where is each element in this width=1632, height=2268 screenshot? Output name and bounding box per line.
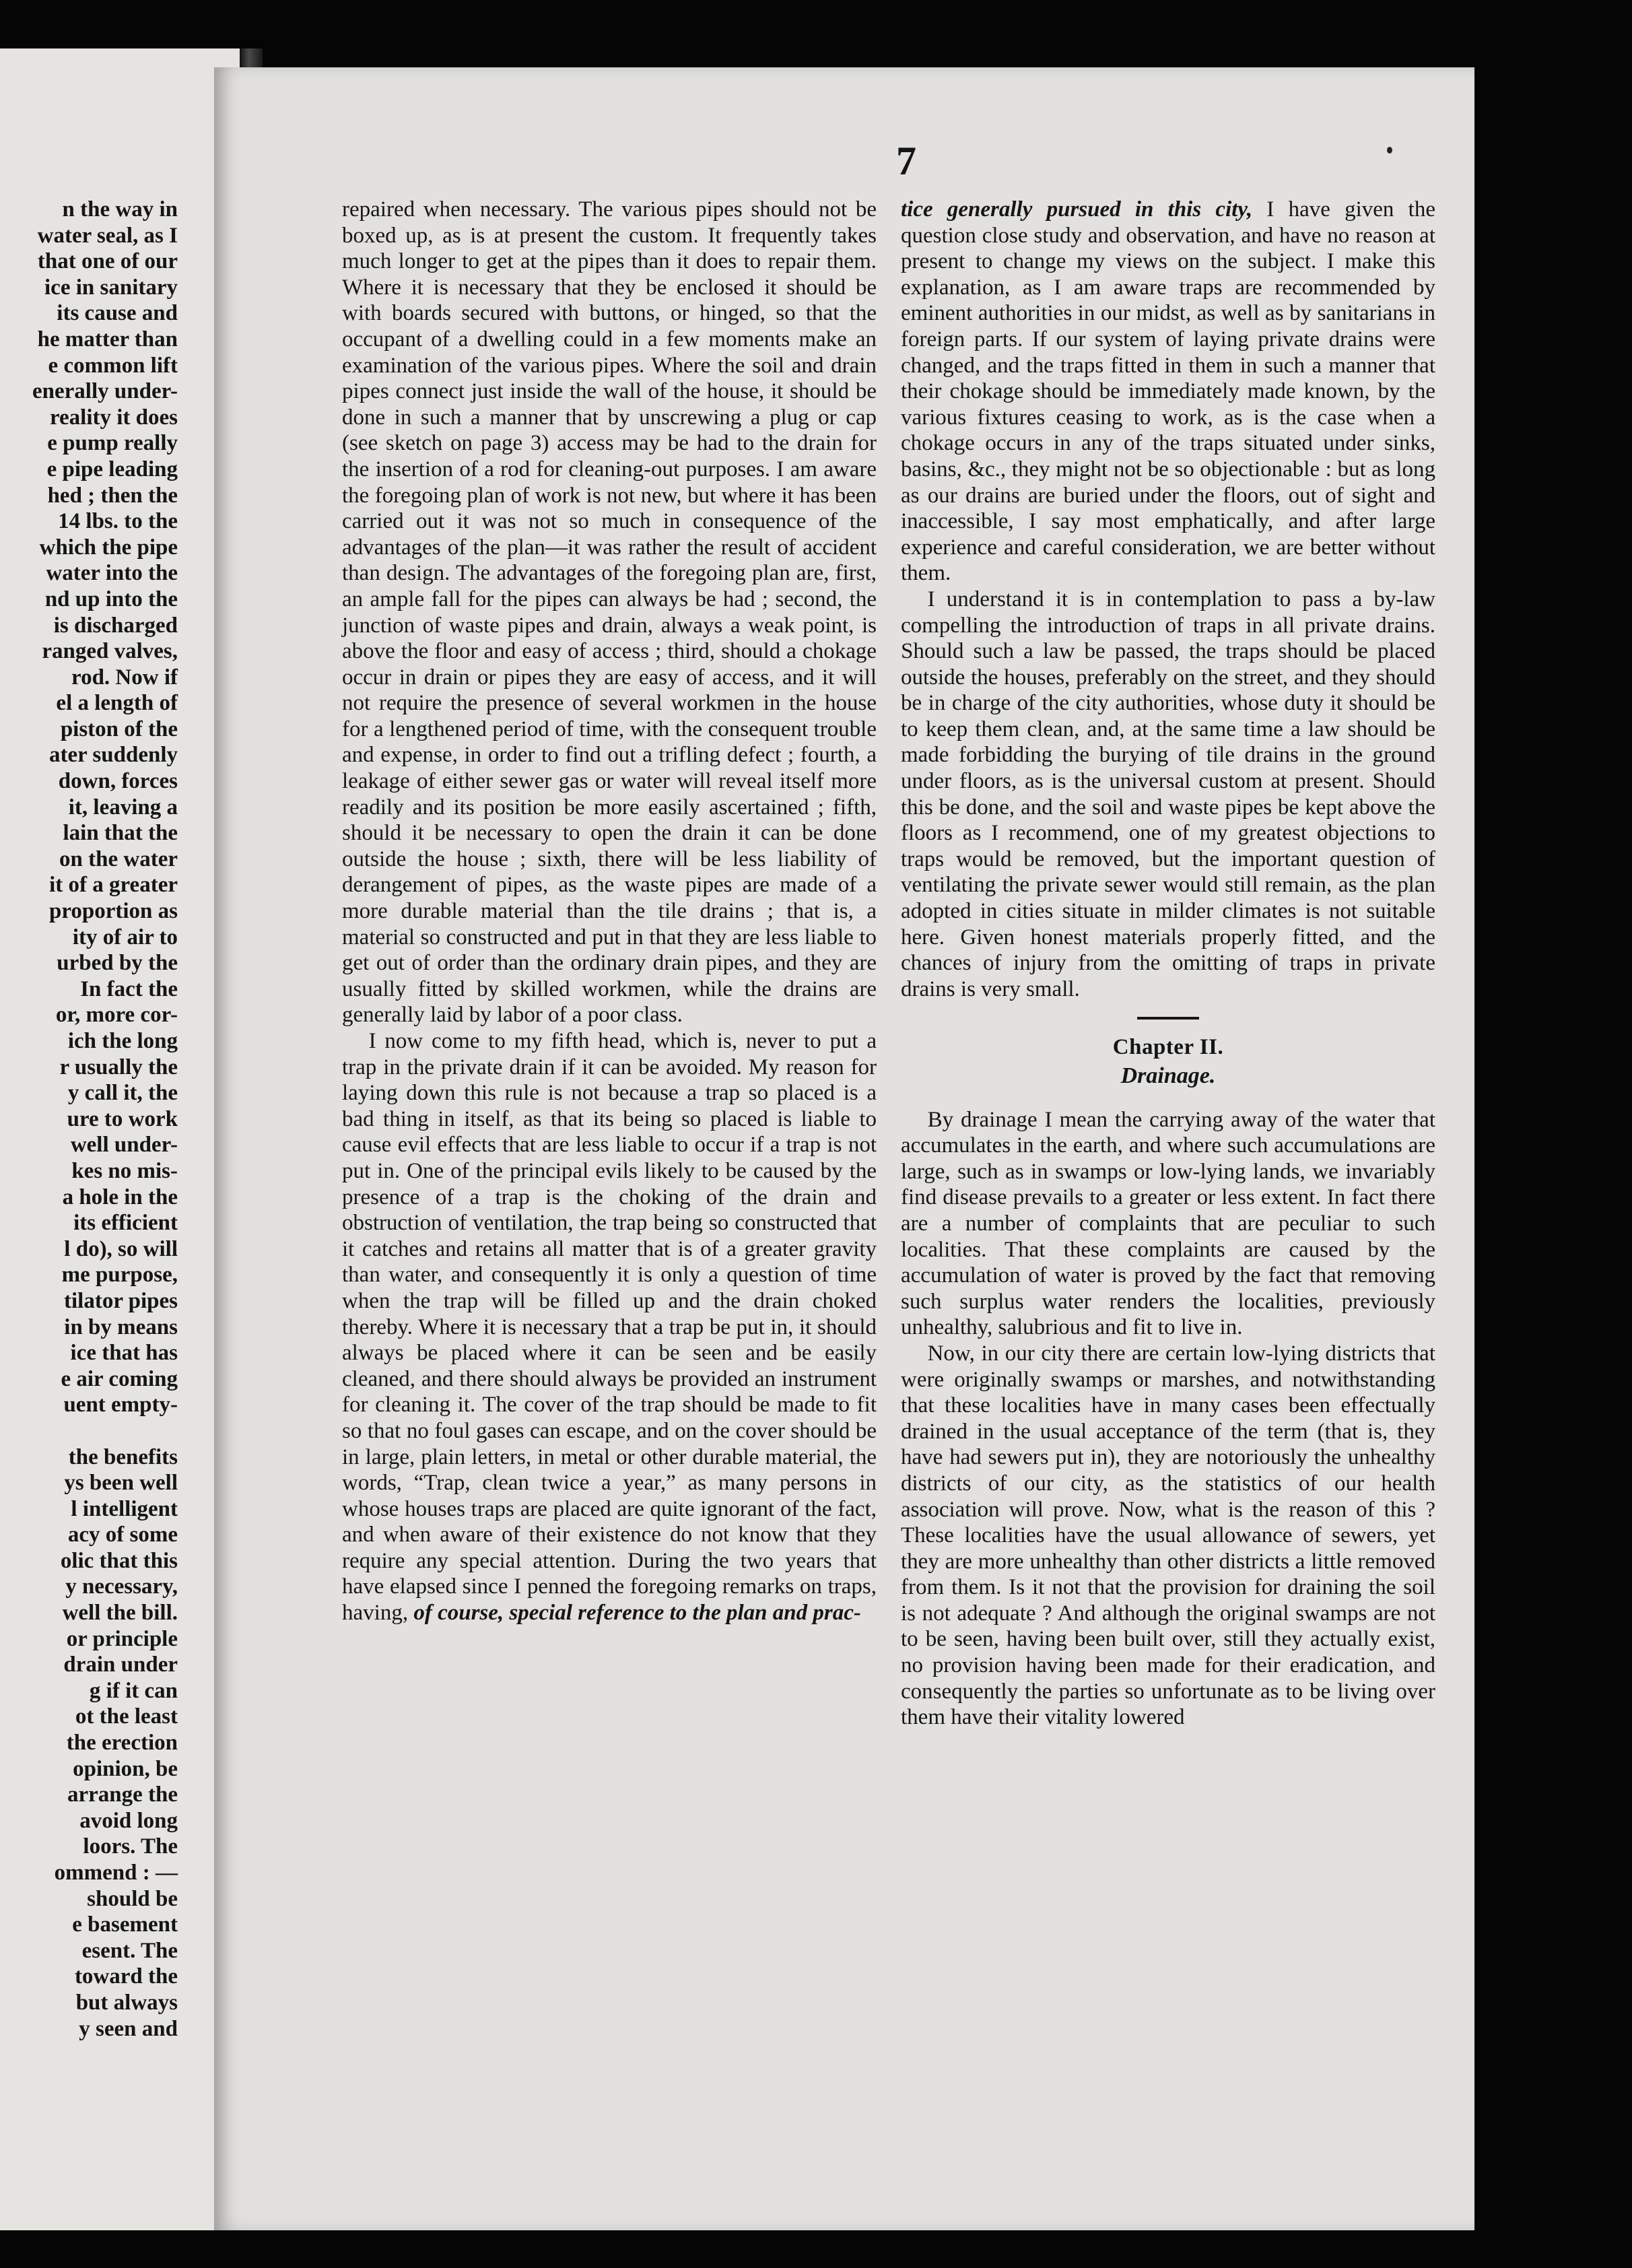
left-page-line: nd up into the bbox=[44, 587, 178, 611]
left-page-line: r usually the bbox=[59, 1055, 178, 1079]
left-page-line: loors. The bbox=[83, 1834, 178, 1859]
left-page-line: In fact the bbox=[80, 976, 178, 1001]
italic-phrase: tice generally pursued in this city, bbox=[901, 197, 1253, 222]
left-page-line: which the pipe bbox=[39, 535, 178, 560]
left-page-line: ice in sanitary bbox=[44, 275, 178, 300]
left-page-line: n the way in bbox=[62, 197, 178, 222]
left-page-line: e common lift bbox=[48, 353, 178, 378]
left-page-line: ity of air to bbox=[72, 925, 178, 949]
left-page-line: water seal, as I bbox=[37, 223, 178, 248]
left-page-line: urbed by the bbox=[57, 951, 178, 976]
left-page-line: in by means bbox=[64, 1314, 178, 1339]
left-page-line: on the water bbox=[59, 846, 178, 871]
left-page-line: 14 lbs. to the bbox=[58, 509, 178, 534]
chapter-title: Chapter II. bbox=[1112, 1035, 1224, 1060]
left-page-line: should be bbox=[87, 1886, 178, 1911]
left-page-line bbox=[32, 1418, 178, 1444]
left-page-line: the erection bbox=[66, 1731, 178, 1756]
left-page-line: ot the least bbox=[75, 1704, 178, 1729]
paragraph: I understand it is in contemplation to pass a by-law compelling the introduction of traps in all private drains. Should such a law be passed, the traps should be placed outside the houses, preferably on the street, and they should be in charge of the city authorities, whose duty it should be to keep them clean, and, at the same time a law should be made forbidding the burying of tile drains in the ground under floors, as is the universal custom at present. Should this be done, and the soil and waste pipes be kept above the floors as I recommend, one of my greatest objections to traps would be removed, but the important question of ventilating the private sewer would still remain, as the plan adopted in cities situate in milder climates is not suitable here. Given honest materials properly fitted, and the chances of injury from the omitting of traps in private drains is very small. bbox=[901, 587, 1435, 1001]
left-page-line: y necessary, bbox=[65, 1574, 178, 1599]
left-page-line: el a length of bbox=[56, 691, 178, 716]
left-page-line: or, more cor- bbox=[55, 1003, 178, 1028]
left-page-line: that one of our bbox=[37, 249, 178, 274]
left-page-line: it of a greater bbox=[49, 873, 178, 898]
left-page-line: l do), so will bbox=[64, 1236, 178, 1261]
left-page-line: toward the bbox=[74, 1964, 178, 1989]
left-page-line: the benefits bbox=[68, 1444, 178, 1469]
left-page-line: y seen and bbox=[79, 2016, 178, 2041]
left-page-line: uent empty- bbox=[63, 1393, 178, 1418]
paragraph: By drainage I mean the carrying away of the water that accumulates in the earth, and where such accumulations are large, such as in swamps or low-lying lands, we invariably find disease prevails to a greater or less extent. In fact there are a number of complaints that are peculiar to such localities. That these complaints are caused by the accumulation of water is proved by the fact that removing such surplus water renders the localities, previously unhealthy, salubrious and fit to live in. bbox=[901, 1107, 1435, 1340]
left-page-line: ranged valves, bbox=[42, 639, 178, 664]
paragraph bbox=[901, 197, 1435, 587]
paragraph bbox=[342, 1028, 877, 1626]
italic-phrase: of course, special reference to the plan and prac- bbox=[413, 1601, 861, 1626]
left-page-line: e air coming bbox=[61, 1366, 178, 1391]
left-page-line: is discharged bbox=[53, 613, 178, 638]
left-page-line: well under- bbox=[70, 1133, 178, 1158]
left-page-line: esent. The bbox=[81, 1938, 178, 1963]
left-page-line: ice that has bbox=[70, 1341, 178, 1366]
page-number: 7 bbox=[896, 139, 916, 183]
left-page-line: reality it does bbox=[49, 405, 178, 430]
paragraph-text: I now come to my fifth head, which is, never to put a trap in the private drain if it can be avoided. My reason for laying down this rule is not because a trap so placed is a bad thing in itself, as that its being so placed is liable to cause evil effects that are less liable to occur if a trap is not put in. One of the principal evils likely to be caused by the presence of a trap is the choking of the drain and obstruction of ventilation, the trap being so constructed that it catches and retains all matter that is of a greater gravity than water, and consequently it is only a question of time when the trap will be filled up and the drain choked thereby. Where it is necessary that a trap be put in, it should always be placed where it can be seen and be easily cleaned, and there should always be provided an instrument for cleaning it. The cover of the trap should be made to fit so that no foul gases can escape, and on the cover should be in large, plain letters, in metal or other durable material, the words, “Trap, clean twice a year,” as many persons in whose houses traps are placed are quite ignorant of the fact, and when aware of their existence do not know that they require any special attention. During the two years that have elapsed since I penned the foregoing remarks on traps, having, bbox=[342, 1029, 877, 1626]
left-page-line: tilator pipes bbox=[64, 1288, 178, 1313]
left-page-line: g if it can bbox=[89, 1678, 178, 1703]
left-page-text bbox=[32, 197, 178, 2042]
section-divider bbox=[1137, 1017, 1199, 1020]
left-page-line: e pipe leading bbox=[46, 457, 178, 481]
left-page-line: lain that the bbox=[63, 821, 178, 846]
left-page-line: a hole in the bbox=[62, 1185, 178, 1209]
left-page-line: e pump really bbox=[47, 431, 178, 456]
left-page-line: kes no mis- bbox=[71, 1158, 178, 1183]
left-page-line: me purpose, bbox=[61, 1263, 178, 1288]
left-page-line: proportion as bbox=[48, 899, 178, 924]
left-page-fragment bbox=[0, 48, 240, 2230]
left-page-line: ommend : — bbox=[54, 1861, 178, 1885]
left-page-line: ater suddenly bbox=[48, 743, 178, 768]
left-page-line: its cause and bbox=[57, 301, 178, 326]
left-page-line: enerally under- bbox=[32, 379, 178, 404]
paper-speck bbox=[1387, 147, 1392, 154]
left-page-line: or principle bbox=[66, 1626, 178, 1651]
left-page-line: olic that this bbox=[60, 1548, 178, 1573]
right-text-column bbox=[901, 197, 1435, 1731]
left-page-line: water into the bbox=[46, 561, 178, 586]
paragraph: repaired when necessary. The various pipes should not be boxed up, as is at present the custom. It frequently takes much longer to get at the pipes than it does to repair them. Where it is necessary that they be enclosed it should be with boards secured with buttons, or hinged, so that the occupant of a dwelling could in a few moments make an examination of the various pipes. Where the soil and drain pipes connect just inside the wall of the house, it should be done in such a manner that by unscrewing a plug or cap (see sketch on page 3) access may be had to the drain for the insertion of a rod for cleaning-out purposes. I am aware the foregoing plan of work is not new, but where it has been carried out it was not so much in consequence of the advantages of the plan—it was rather the result of accident than design. The advantages of the foregoing plan are, first, an ample fall for the pipes can always be had ; second, the junction of waste pipes and drain, always a weak point, is above the floor and easy of access ; third, should a chokage occur in drain or pipes they are easy of access, and it will not require the presence of several workmen in the house for a lengthened period of time, with the consequent trouble and expense, in order to find out a trifling defect ; fourth, a leakage of either sewer gas or water will reveal itself more readily and its position be more easily ascertained ; fifth, should it be necessary to open the drain it can be done outside the house ; sixth, there will be less liability of derangement of pipes, as the waste pipes are made of a more durable material than the tile drains ; that is, a material so constructed and put in that they are less liable to get out of order than the ordinary drain pipes, and they are usually fitted by skilled workmen, while the drains are generally laid by labor of a poor class. bbox=[342, 197, 877, 1028]
left-page-line: l intelligent bbox=[71, 1496, 178, 1521]
paragraph-text: I have given the question close study and observation, and have no reason at present to change my views on the subject. I make this explanation, as I am aware traps are recommended by eminent authorities in our midst, as well as by sanitarians in foreign parts. If our system of laying private drains were changed, and the traps fitted in them in such a manner that their chokage should be immediately made known, by the various fixtures ceasing to work, as is the case when a chokage occurs in any of the traps situated under sinks, basins, &c., they might not be so objectionable : but as long as our drains are buried under the floors, out of sight and inaccessible, I say most emphatically, and after large experience and careful consideration, we are better without them. bbox=[901, 197, 1435, 586]
left-page-line: acy of some bbox=[67, 1523, 178, 1547]
left-page-line: e basement bbox=[72, 1912, 178, 1937]
left-text-column bbox=[342, 197, 877, 1626]
left-page-line: avoid long bbox=[79, 1808, 178, 1833]
left-page-line: drain under bbox=[63, 1653, 178, 1677]
left-page-line: opinion, be bbox=[73, 1756, 178, 1781]
left-page-line: its efficient bbox=[73, 1211, 178, 1236]
left-page-line: well the bill. bbox=[62, 1601, 178, 1626]
left-page-line: ure to work bbox=[67, 1106, 178, 1131]
left-page-line: he matter than bbox=[37, 327, 178, 352]
left-page-line: hed ; then the bbox=[47, 483, 178, 508]
left-page-line: down, forces bbox=[58, 769, 178, 794]
left-page-line: ich the long bbox=[67, 1029, 178, 1053]
left-page-line: it, leaving a bbox=[68, 795, 178, 820]
paragraph: Now, in our city there are certain low-lying districts that were originally swamps or marshes, and notwithstanding that these localities have in many cases been effectually drained in the usual acceptance of the term (that is, they have had sewers put in), they are notoriously the unhealthy districts of our city, as the statistics of our health association will prove. Now, what is the reason of this ? These localities have the usual allowance of sewers, yet they are more unhealthy than other districts a little removed from them. Is it not that the provision for draining the soil is not adequate ? And although the original swamps are not to be seen, having been built over, still they actually exist, no provision having been made for their eradication, and consequently the parties so unfortunate as to be living over them have their vitality lowered bbox=[901, 1341, 1435, 1730]
left-page-line: but always bbox=[75, 1990, 178, 2015]
left-page-line: piston of the bbox=[60, 716, 178, 741]
left-page-line: ys been well bbox=[64, 1471, 178, 1496]
left-page-line: rod. Now if bbox=[71, 665, 178, 690]
left-page-line: y call it, the bbox=[67, 1081, 178, 1106]
chapter-subtitle: Drainage. bbox=[1120, 1063, 1216, 1088]
left-page-line: arrange the bbox=[67, 1782, 178, 1807]
